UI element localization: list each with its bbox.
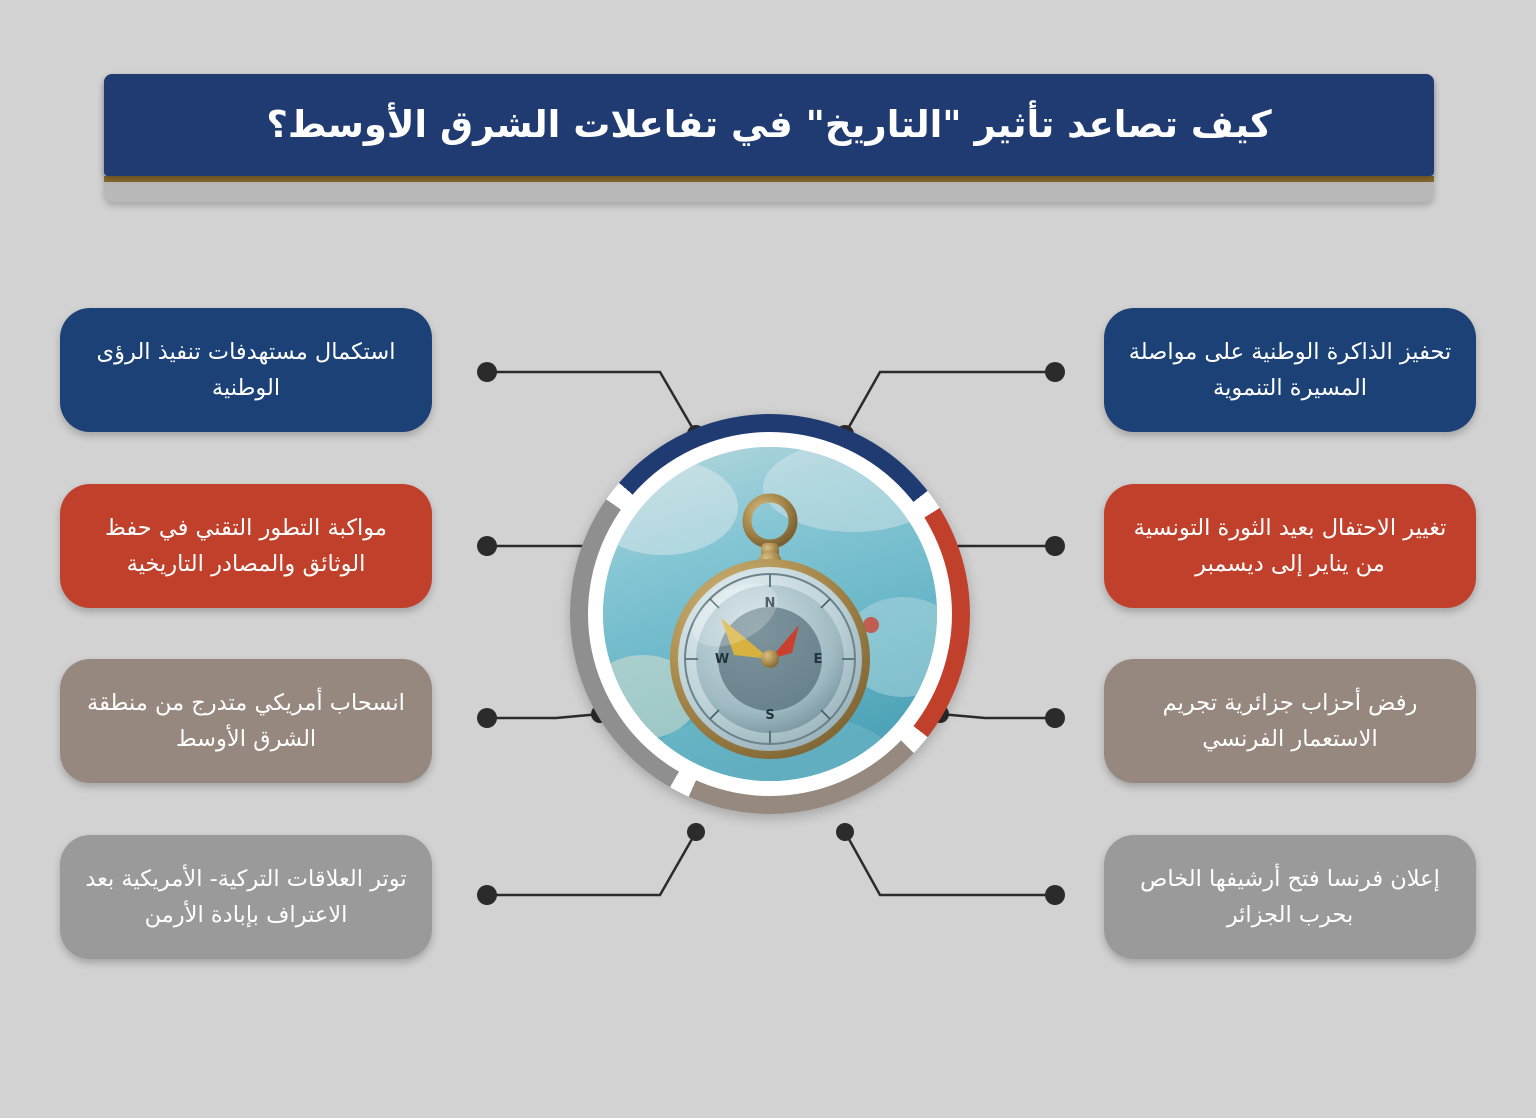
card-right-2-label: مواكبة التطور التقني في حفظ الوثائق والمصادر التاريخية [105,515,387,577]
card-left-3[interactable] [1104,659,1476,783]
compass-on-map-photo [603,447,937,781]
card-right-3[interactable] [60,659,432,783]
card-right-1[interactable] [60,308,432,432]
card-right-1-label: استكمال مستهدفات تنفيذ الرؤى الوطنية [96,339,396,401]
card-right-3-label: انسحاب أمريكي متدرج من منطقة الشرق الأوسط [87,690,405,752]
card-left-4[interactable] [1104,835,1476,959]
svg-text:N: N [764,596,776,611]
card-left-2-label: تغيير الاحتفال بعيد الثورة التونسية من يناير إلى ديسمبر [1133,515,1447,577]
card-right-4-label: توتر العلاقات التركية- الأمريكية بعد الاعتراف بإبادة الأرمن [85,866,407,928]
card-left-4-label: إعلان فرنسا فتح أرشيفها الخاص بحرب الجزائر [1140,866,1440,928]
title-bar [104,74,1434,176]
svg-text:W: W [714,652,730,667]
card-right-4[interactable] [60,835,432,959]
title-accent-rule [104,176,1434,182]
card-left-3-label: رفض أحزاب جزائرية تجريم الاستعمار الفرنسي [1162,690,1418,752]
card-left-1-label: تحفيز الذاكرة الوطنية على مواصلة المسيرة التنموية [1128,339,1452,401]
card-right-2[interactable] [60,484,432,608]
svg-text:S: S [765,708,775,723]
card-left-1[interactable] [1104,308,1476,432]
center-graphic [560,404,980,864]
card-left-2[interactable] [1104,484,1476,608]
svg-text:E: E [813,652,823,667]
page-title: كيف تصاعد تأثير "التاريخ" في تفاعلات الشرق الأوسط؟ [266,103,1272,147]
